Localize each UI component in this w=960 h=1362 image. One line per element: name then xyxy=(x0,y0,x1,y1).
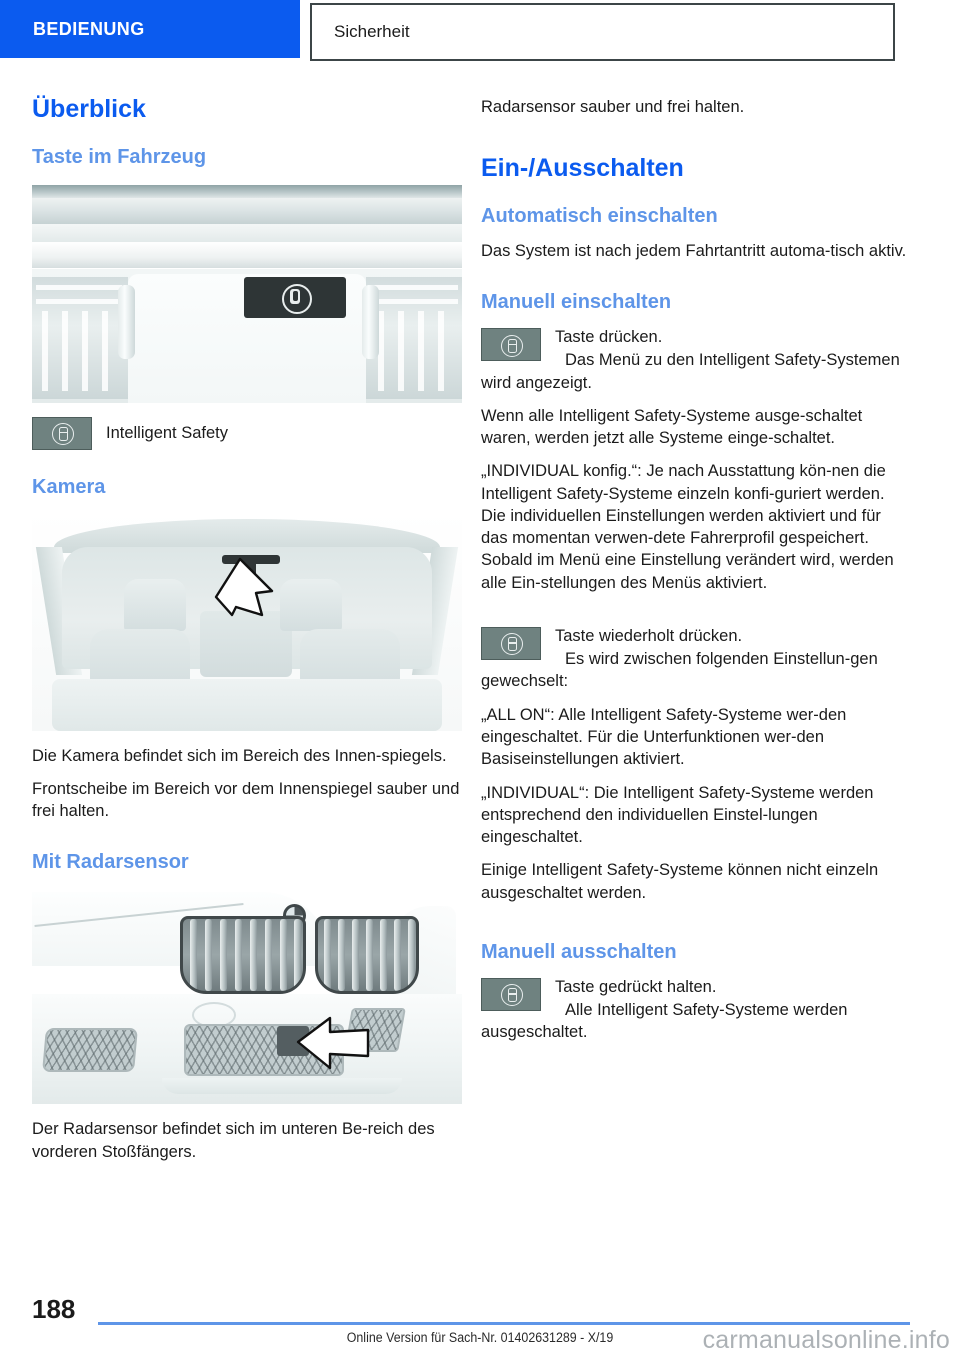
pointer-arrow-left-icon xyxy=(296,1014,370,1075)
page-footer xyxy=(0,1284,960,1362)
paragraph-individual: „INDIVIDUAL“: Die Intelligent Safety-Systeme werden entsprechend den individuellen Einstel-lungen eingeschaltet. xyxy=(481,783,874,847)
heading-ein-ausschalten: Ein-/Ausschalten xyxy=(481,154,684,183)
legend-label: Intelligent Safety xyxy=(106,423,228,442)
paragraph-all-on: „ALL ON“: Alle Intelligent Safety-Systeme wer-den eingeschaltet. Für die Unterfunktionen wer-den Basiseinstellungen aktiviert. xyxy=(481,705,847,769)
bumper-figure xyxy=(32,886,462,1104)
heading-mit-radarsensor: Mit Radarsensor xyxy=(32,851,189,874)
header-section: Sicherheit xyxy=(310,3,895,61)
step-result-label: Das Menü zu den Intelligent Safety-Systemen wird angezeigt. xyxy=(481,351,900,392)
page-number: 188 xyxy=(32,1294,76,1324)
kidney-grille-left-icon xyxy=(180,916,306,994)
camera-figure xyxy=(32,511,462,731)
paragraph-automatisch: Das System ist nach jedem Fahrtantritt automa-tisch aktiv. xyxy=(481,241,907,260)
step-action-label: Taste gedrückt halten. xyxy=(555,977,717,996)
heading-taste-im-fahrzeug: Taste im Fahrzeug xyxy=(32,145,207,168)
air-vent-left-icon xyxy=(32,277,128,399)
step-action-label: Taste drücken. xyxy=(555,328,663,347)
page-title: Überblick xyxy=(32,95,146,123)
heading-manuell-einschalten: Manuell einschalten xyxy=(481,291,672,314)
right-column xyxy=(481,96,911,1055)
air-intake-mesh-left xyxy=(42,1028,138,1072)
air-vent-right-icon xyxy=(366,277,462,399)
heading-automatisch-einschalten: Automatisch einschalten xyxy=(481,204,718,227)
dashboard-figure xyxy=(32,181,462,403)
paragraph-kamera-1: Die Kamera befindet sich im Bereich des Innen-spiegels. xyxy=(32,746,447,765)
heading-kamera: Kamera xyxy=(32,475,106,498)
left-column xyxy=(32,96,462,1174)
step-action-label: Taste wiederholt drücken. xyxy=(555,626,743,645)
kidney-grille-right-icon xyxy=(315,916,419,994)
paragraph-wenn-alle: Wenn alle Intelligent Safety-Systeme ausge-schaltet waren, werden jetzt alle Systeme einge-schaltet. xyxy=(481,406,863,448)
footer-online-note: Online Version für Sach-Nr. 01402631289 - X/19 xyxy=(346,1330,614,1345)
page-header xyxy=(0,0,960,64)
paragraph-individual-konfig: „INDIVIDUAL konfig.“: Je nach Ausstattung kön-nen die Intelligent Safety-Systeme einzeln konfi-guriert werden. Die individuellen Einstellungen werden aktiviert und für das momentan verwen-dete Fahrerprofil gespeichert. Sobald im Menü eine Einstellung verändert wird, werden alle Ein-stellungen des Menüs aktiviert. xyxy=(481,462,894,592)
intelligent-safety-button-icon xyxy=(481,627,541,660)
paragraph-radar-clean: Radarsensor sauber und frei halten. xyxy=(481,98,745,116)
watermark-label: carmanualsonline.info xyxy=(702,1326,950,1354)
footer-divider xyxy=(98,1322,910,1325)
header-category: BEDIENUNG xyxy=(0,0,300,58)
paragraph-einige: Einige Intelligent Safety-Systeme können nicht einzeln ausgeschaltet werden. xyxy=(481,861,879,902)
step-result-label: Es wird zwischen folgenden Einstellun-gen gewechselt: xyxy=(481,650,878,691)
intelligent-safety-button-icon xyxy=(32,417,92,450)
step-result-label: Alle Intelligent Safety-Systeme werden ausgeschaltet. xyxy=(481,1001,848,1042)
heading-manuell-ausschalten: Manuell ausschalten xyxy=(481,940,677,963)
intelligent-safety-button-icon xyxy=(481,328,541,361)
paragraph-radarsensor: Der Radarsensor befindet sich im unteren Be-reich des vorderen Stoßfängers. xyxy=(32,1120,435,1161)
legend-intelligent-safety xyxy=(32,417,462,450)
intelligent-safety-button-icon xyxy=(481,978,541,1011)
step-taste-druecken xyxy=(481,326,911,394)
step-taste-wiederholt-druecken xyxy=(481,625,911,693)
step-taste-gedrueckt-halten xyxy=(481,976,911,1044)
paragraph-kamera-2: Frontscheibe im Bereich vor dem Innenspiegel sauber und frei halten. xyxy=(32,779,460,821)
